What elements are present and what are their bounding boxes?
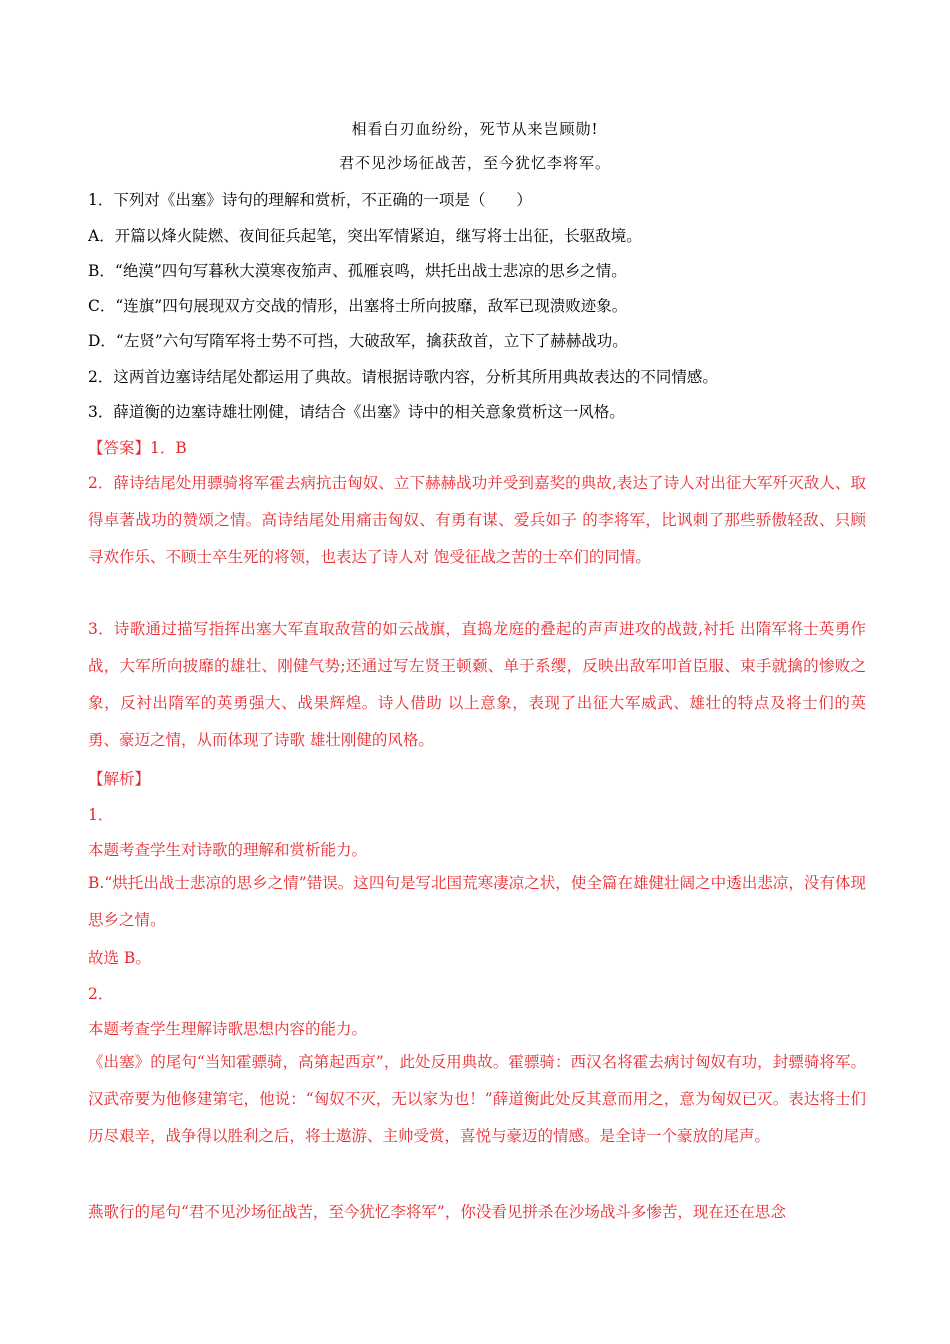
- analysis-sentence-4: 本题考查学生理解诗歌思想内容的能力。: [88, 1020, 368, 1038]
- analysis-conclusion-1: 故选 B。: [88, 949, 151, 967]
- poem-line-2: 君不见沙场征战苦，至今犹忆李将军。: [338, 154, 611, 172]
- analysis-heading: 【解析】: [88, 770, 151, 788]
- answer-3: 3．诗歌通过描写指挥出塞大军直取敌营的如云战旗，直捣龙庭的叠起的声声进攻的战鼓,衬托 出隋军将士英勇作战，大军所向披靡的雄壮、刚健气势;还通过写左贤王顿颡、单于系缨，反映出敌军叩首臣服、束手就擒的惨败之象，反衬出隋军的英勇强大、战果辉煌。诗人借助 以上意象，表现了出征大军威武、雄壮的特点及将士们的英勇、豪迈之情，从而体现了诗歌 雄壮刚健的风格。: [88, 620, 866, 749]
- answer-heading: [88, 436, 868, 458]
- answer-label: 【答案】: [88, 439, 151, 457]
- option-b: B．“绝漠”四句写暮秋大漠寒夜笳声、孤雁哀鸣，烘托出战士悲凉的思乡之情。: [88, 262, 627, 280]
- question-2: 2．这两首边塞诗结尾处都运用了典故。请根据诗歌内容，分析其所用典故表达的不同情感。: [88, 368, 718, 386]
- analysis-number-1: 1．: [88, 806, 114, 824]
- analysis-sentence-2: B.“烘托出战士悲凉的思乡之情”错误。这四句是写北国荒寒凄凉之状，使全篇在雄健壮阔之中透出悲凉，没有体现思乡之情。: [88, 874, 866, 929]
- option-d: D．“左贤”六句写隋军将士势不可挡，大破敌军，擒获敌首，立下了赫赫战功。: [88, 332, 628, 350]
- analysis-sentence-1: 本题考查学生对诗歌的理解和赏析能力。: [88, 841, 368, 859]
- option-a: A．开篇以烽火陡燃、夜间征兵起笔，突出军情紧迫，继写将士出征，长驱敌境。: [88, 227, 642, 245]
- analysis-sentence-5: 《出塞》的尾句“当知霍骠骑，高第起西京”，此处反用典故。霍骠骑：西汉名将霍去病讨匈奴有功，封骠骑将军。汉武帝要为他修建第宅，他说：“匈奴不灭，无以家为也！”薛道衡此处反其意而用之，意为匈奴已灭。表达将士们历尽艰辛，战争得以胜利之后，将士遨游、主帅受赏，喜悦与豪迈的情感。是全诗一个豪放的尾声。: [88, 1053, 866, 1145]
- answer-1: 1．B: [150, 439, 187, 457]
- analysis-number-2: 2．: [88, 985, 114, 1003]
- analysis-sentence-6: 燕歌行的尾句“君不见沙场征战苦，至今犹忆李将军”，你没看见拼杀在沙场战斗多惨苦，现在还在思念: [88, 1203, 786, 1221]
- question-1: 1．下列对《出塞》诗句的理解和赏析，不正确的一项是（ ）: [88, 191, 532, 209]
- question-3: 3．薛道衡的边塞诗雄壮刚健，请结合《出塞》诗中的相关意象赏析这一风格。: [88, 403, 625, 421]
- option-c: C．“连旗”四句展现双方交战的情形，出塞将士所向披靡，敌军已现溃败迹象。: [88, 297, 628, 315]
- answer-2: 2．薛诗结尾处用骠骑将军霍去病抗击匈奴、立下赫赫战功并受到嘉奖的典故,表达了诗人对出征大军歼灭敌人、取得卓著战功的赞颂之情。高诗结尾处用痛击匈奴、有勇有谋、爱兵如子 的李将军，比讽刺了那些骄傲轻敌、只顾寻欢作乐、不顾士卒生死的将领，也表达了诗人对 饱受征战之苦的士卒们的同情。: [88, 474, 866, 566]
- poem-line-1: 相看白刃血纷纷，死节从来岂顾勋!: [351, 120, 599, 138]
